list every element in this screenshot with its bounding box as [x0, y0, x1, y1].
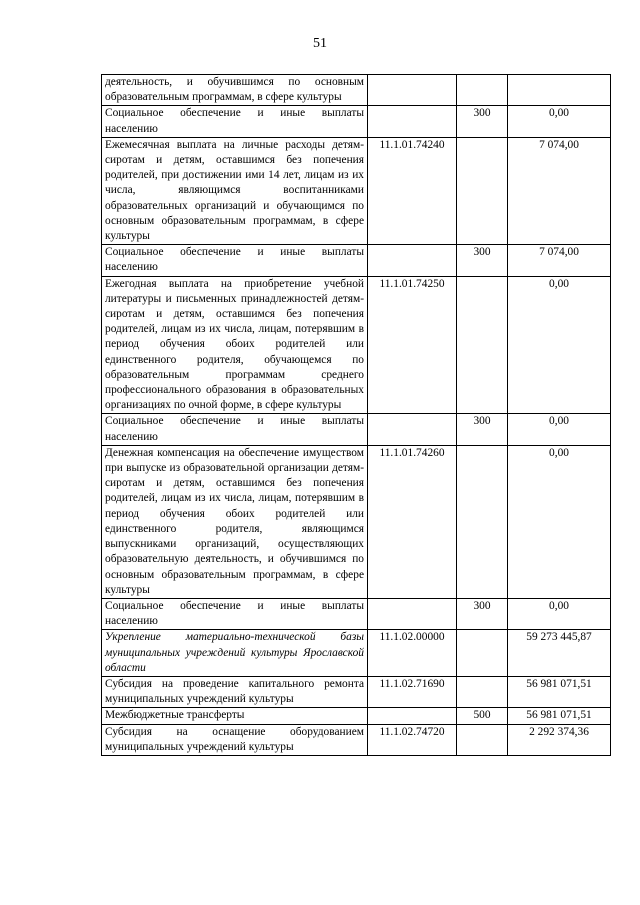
row-expense-type-cell [457, 75, 508, 106]
row-name-cell: Денежная компенсация на обеспечение имуществом при выпуске из образовательной организации детям-сиротам и детям, оставшимся без попечения родителей, лицам из их числа, лицам, потерявшим в период обучения обоих родителей или единственного родителя, являющимся выпускниками организаций, осуществляющих образовательную деятельность, и обучившимся по основным образовательным программам, в сфере культуры [102, 445, 368, 598]
row-name-cell: Ежемесячная выплата на личные расходы детям-сиротам и детям, оставшимся без попечения родителей, при достижении ими 14 лет, лицам из их числа, являющимся воспитанниками образовательных организаций и обучающимся по основным образовательным программам, в сфере культуры [102, 137, 368, 244]
row-expense-type-cell [457, 630, 508, 677]
row-sum-cell: 2 292 374,36 [508, 724, 611, 755]
row-name-cell: Укрепление материально-технической базы муниципальных учреждений культуры Ярославской области [102, 630, 368, 677]
row-sum-cell: 59 273 445,87 [508, 630, 611, 677]
row-expense-type-cell [457, 137, 508, 244]
table-row [102, 245, 611, 276]
row-code-cell: 11.1.01.74250 [368, 276, 457, 414]
row-expense-type-cell: 300 [457, 245, 508, 276]
table-row [102, 445, 611, 598]
row-expense-type-cell: 300 [457, 414, 508, 445]
row-code-cell [368, 75, 457, 106]
row-name-cell: Социальное обеспечение и иные выплаты населению [102, 245, 368, 276]
row-code-cell [368, 106, 457, 137]
row-sum-cell: 0,00 [508, 445, 611, 598]
budget-table [101, 74, 611, 756]
row-expense-type-cell [457, 676, 508, 707]
row-expense-type-cell [457, 724, 508, 755]
table-row [102, 137, 611, 244]
table-row [102, 630, 611, 677]
row-sum-cell [508, 75, 611, 106]
table-row [102, 708, 611, 724]
row-expense-type-cell: 300 [457, 106, 508, 137]
row-code-cell [368, 414, 457, 445]
row-expense-type-cell [457, 445, 508, 598]
row-code-cell: 11.1.02.74720 [368, 724, 457, 755]
table-row [102, 676, 611, 707]
row-code-cell [368, 245, 457, 276]
row-code-cell [368, 598, 457, 629]
row-name-cell: Социальное обеспечение и иные выплаты населению [102, 106, 368, 137]
table-row [102, 75, 611, 106]
row-sum-cell: 56 981 071,51 [508, 708, 611, 724]
row-sum-cell: 0,00 [508, 414, 611, 445]
row-code-cell: 11.1.02.71690 [368, 676, 457, 707]
row-name-cell: Социальное обеспечение и иные выплаты населению [102, 414, 368, 445]
row-name-cell: деятельность, и обучившимся по основным образовательным программам, в сфере культуры [102, 75, 368, 106]
budget-table-body [102, 75, 611, 756]
row-sum-cell: 0,00 [508, 106, 611, 137]
table-row [102, 276, 611, 414]
row-sum-cell: 56 981 071,51 [508, 676, 611, 707]
row-sum-cell: 0,00 [508, 276, 611, 414]
row-expense-type-cell [457, 276, 508, 414]
row-name-cell: Субсидия на оснащение оборудованием муниципальных учреждений культуры [102, 724, 368, 755]
row-code-cell: 11.1.02.00000 [368, 630, 457, 677]
table-row [102, 414, 611, 445]
row-sum-cell: 7 074,00 [508, 137, 611, 244]
page-number: 51 [313, 36, 327, 51]
row-name-cell: Субсидия на проведение капитального ремонта муниципальных учреждений культуры [102, 676, 368, 707]
row-name-cell: Социальное обеспечение и иные выплаты населению [102, 598, 368, 629]
row-sum-cell: 0,00 [508, 598, 611, 629]
row-code-cell [368, 708, 457, 724]
table-row [102, 724, 611, 755]
row-code-cell: 11.1.01.74240 [368, 137, 457, 244]
row-expense-type-cell: 300 [457, 598, 508, 629]
table-row [102, 106, 611, 137]
row-name-cell: Ежегодная выплата на приобретение учебной литературы и письменных принадлежностей детям-сиротам и детям, оставшимся без попечения родителей, лицам из их числа, лицам, потерявшим в период обучения обоих родителей или единственного родителя, обучающемся по образовательным программам среднего профессионального образования в образовательных организациях по очной форме, в сфере культуры [102, 276, 368, 414]
table-row [102, 598, 611, 629]
row-sum-cell: 7 074,00 [508, 245, 611, 276]
row-expense-type-cell: 500 [457, 708, 508, 724]
row-name-cell: Межбюджетные трансферты [102, 708, 368, 724]
row-code-cell: 11.1.01.74260 [368, 445, 457, 598]
